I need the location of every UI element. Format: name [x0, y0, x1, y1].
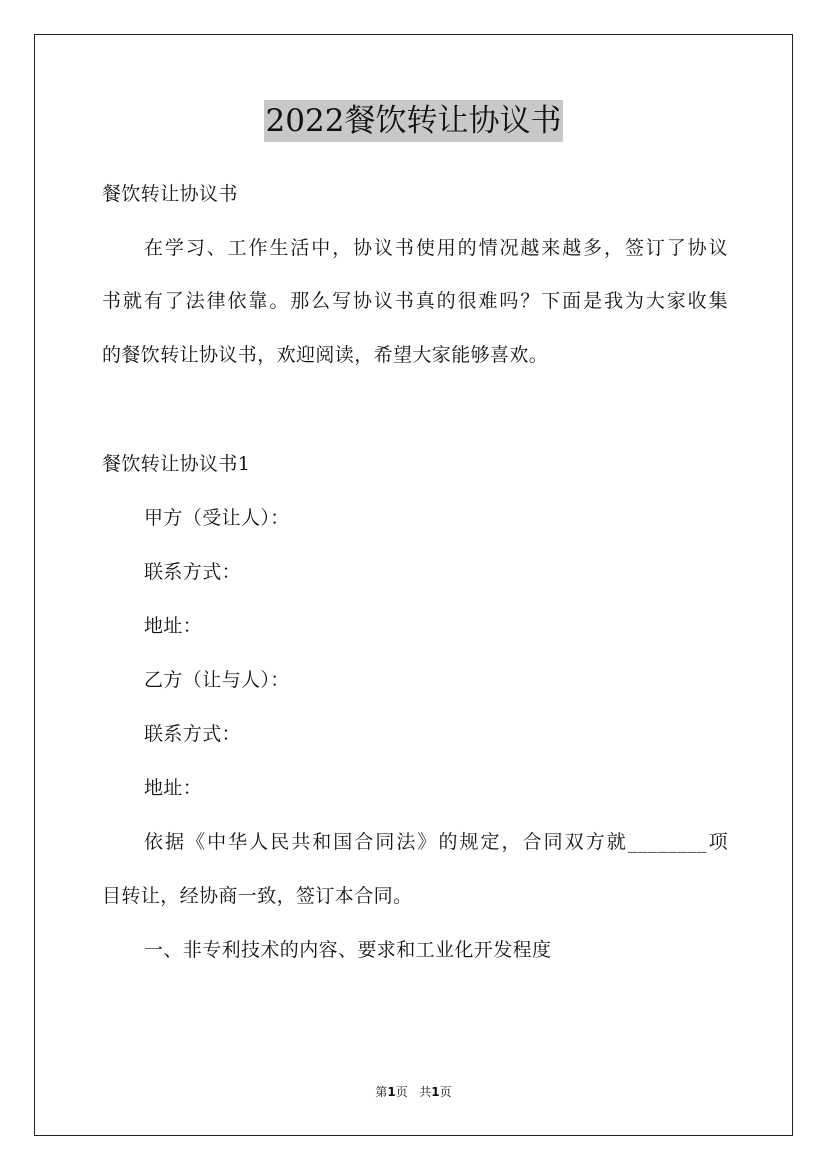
intro-line-3: 的餐饮转让协议书，欢迎阅读，希望大家能够喜欢。	[102, 344, 549, 366]
party-a-label: 甲方（受让人）：	[144, 507, 290, 529]
page-footer	[0, 1083, 827, 1101]
document-title-text: 2022餐饮转让协议书	[264, 100, 564, 142]
footer-page-prefix: 第	[375, 1085, 388, 1099]
basis-line-1: 依据《中华人民共和国合同法》的规定，合同双方就________项	[144, 831, 728, 853]
footer-page-number: 1	[387, 1085, 396, 1099]
footer-total-prefix: 共	[419, 1085, 432, 1099]
footer-total-number: 1	[431, 1085, 440, 1099]
basis-line-2: 目转让，经协商一致，签订本合同。	[102, 885, 413, 907]
footer-total-suffix: 页	[439, 1085, 452, 1099]
clause-1-heading: 一、非专利技术的内容、要求和工业化开发程度	[144, 939, 552, 961]
intro-line-1: 在学习、工作生活中，协议书使用的情况越来越多，签订了协议	[144, 237, 728, 259]
party-b-label: 乙方（让与人）：	[144, 669, 290, 691]
footer-page-suffix: 页	[395, 1085, 408, 1099]
party-a-contact-label: 联系方式：	[144, 561, 242, 583]
party-b-contact-label: 联系方式：	[144, 723, 242, 745]
intro-line-2: 书就有了法律依靠。那么写协议书真的很难吗？下面是我为大家收集	[102, 290, 728, 312]
subtitle: 餐饮转让协议书	[102, 183, 238, 205]
party-b-address-label: 地址：	[144, 777, 203, 799]
document-title	[0, 100, 827, 142]
party-a-address-label: 地址：	[144, 615, 203, 637]
section-heading: 餐饮转让协议书1	[102, 453, 251, 475]
